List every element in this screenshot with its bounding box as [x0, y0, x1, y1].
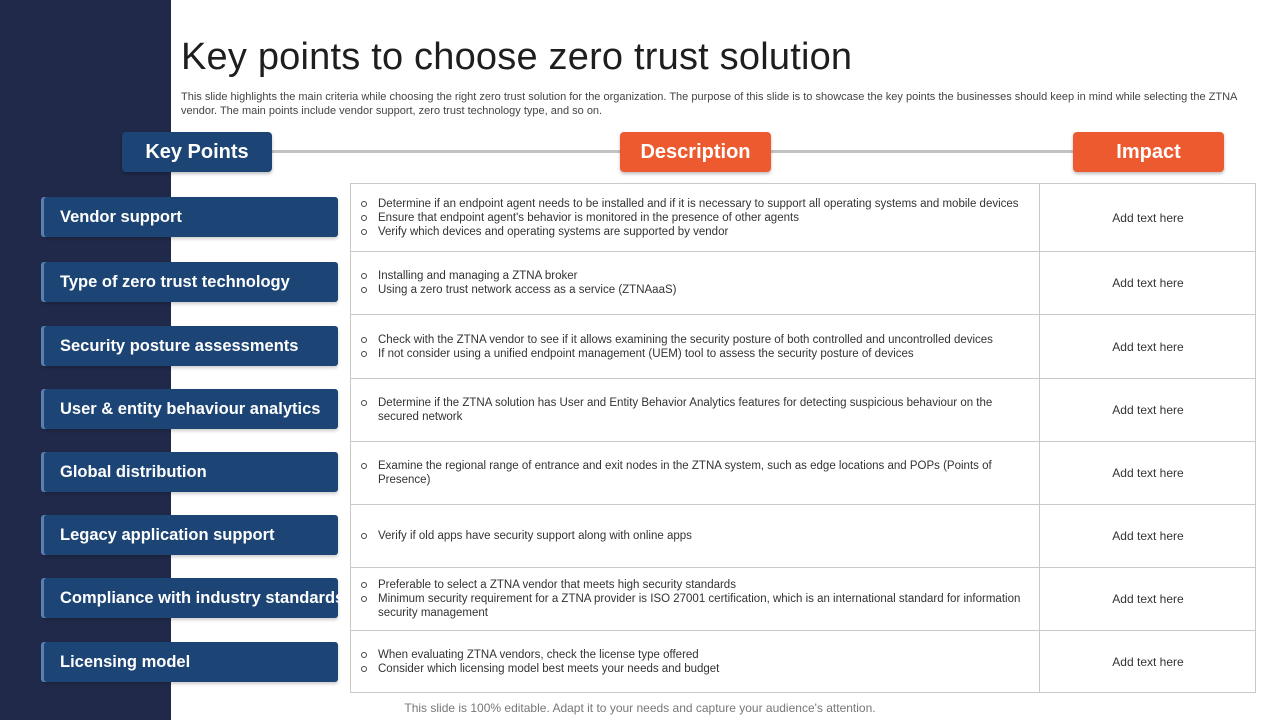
list-item: Minimum security requirement for a ZTNA provider is ISO 27001 certification, which is an international standard for information security management — [360, 592, 1029, 620]
header-description: Description — [620, 132, 771, 172]
table-row — [350, 378, 1256, 441]
list-item: If not consider using a unified endpoint management (UEM) tool to assess the security posture of devices — [360, 347, 993, 361]
impact-cell: Add text here — [1112, 592, 1184, 606]
key-point-zero-trust-technology: Type of zero trust technology — [44, 262, 338, 302]
header-impact: Impact — [1073, 132, 1224, 172]
table-row — [350, 251, 1256, 314]
table-row — [350, 567, 1256, 630]
list-item: Determine if an endpoint agent needs to be installed and if it is necessary to support all operating systems and mobile devices — [360, 197, 1019, 211]
key-point-vendor-support: Vendor support — [44, 197, 338, 237]
key-point-licensing-model: Licensing model — [44, 642, 338, 682]
impact-cell: Add text here — [1112, 339, 1184, 354]
table-row — [350, 441, 1256, 504]
bullet-list — [360, 269, 676, 297]
impact-cell: Add text here — [1112, 529, 1184, 543]
page-title: Key points to choose zero trust solution — [181, 36, 853, 78]
list-item: Verify which devices and operating systems are supported by vendor — [360, 225, 1019, 239]
description-cell — [350, 379, 1040, 441]
list-item: Ensure that endpoint agent's behavior is monitored in the presence of other agents — [360, 211, 1019, 225]
list-item: Check with the ZTNA vendor to see if it allows examining the security posture of both controlled and uncontrolled devices — [360, 333, 993, 347]
bullet-list — [360, 333, 993, 361]
description-cell — [350, 315, 1040, 378]
key-point-legacy-application: Legacy application support — [44, 515, 338, 555]
bullet-list — [360, 197, 1019, 239]
impact-cell: Add text here — [1112, 276, 1184, 290]
key-point-user-entity-behaviour: User & entity behaviour analytics — [44, 389, 338, 429]
impact-cell: Add text here — [1112, 403, 1184, 417]
list-item: Consider which licensing model best meets your needs and budget — [360, 662, 719, 676]
key-point-compliance: Compliance with industry standards — [44, 578, 338, 618]
description-cell — [350, 505, 1040, 567]
list-item: Preferable to select a ZTNA vendor that meets high security standards — [360, 578, 1029, 592]
table-row — [350, 504, 1256, 567]
bullet-list — [360, 459, 1029, 487]
bullet-list — [360, 578, 1029, 620]
list-item: When evaluating ZTNA vendors, check the license type offered — [360, 648, 719, 662]
description-cell — [350, 442, 1040, 504]
footer-note: This slide is 100% editable. Adapt it to your needs and capture your audience's attention. — [404, 701, 876, 715]
list-item: Examine the regional range of entrance and exit nodes in the ZTNA system, such as edge locations and POPs (Points of Presence) — [360, 459, 1029, 487]
table-row — [350, 314, 1256, 378]
bullet-list — [360, 529, 692, 543]
list-item: Verify if old apps have security support along with online apps — [360, 529, 692, 543]
page-subtitle: This slide highlights the main criteria while choosing the right zero trust solution for the organization. The purpose of this slide is to showcase the key points the businesses should keep in mind while selecting the ZTNA vendor. The main points include vendor support, zero trust technology type, and so on. — [181, 91, 1237, 117]
bullet-list — [360, 396, 1029, 424]
key-point-security-posture: Security posture assessments — [44, 326, 338, 366]
bullet-list — [360, 648, 719, 676]
description-cell — [350, 184, 1040, 251]
key-point-global-distribution: Global distribution — [44, 452, 338, 492]
table-row — [350, 630, 1256, 692]
list-item: Installing and managing a ZTNA broker — [360, 269, 676, 283]
list-item: Determine if the ZTNA solution has User and Entity Behavior Analytics features for detecting suspicious behaviour on the secured network — [360, 396, 1029, 424]
description-cell — [350, 631, 1040, 692]
description-cell — [350, 252, 1040, 314]
description-cell — [350, 568, 1040, 630]
impact-cell: Add text here — [1112, 466, 1184, 480]
impact-cell: Add text here — [1112, 210, 1184, 225]
table-row — [350, 184, 1256, 251]
header-key-points: Key Points — [122, 132, 272, 172]
impact-cell: Add text here — [1112, 654, 1184, 669]
list-item: Using a zero trust network access as a service (ZTNAaaS) — [360, 283, 676, 297]
